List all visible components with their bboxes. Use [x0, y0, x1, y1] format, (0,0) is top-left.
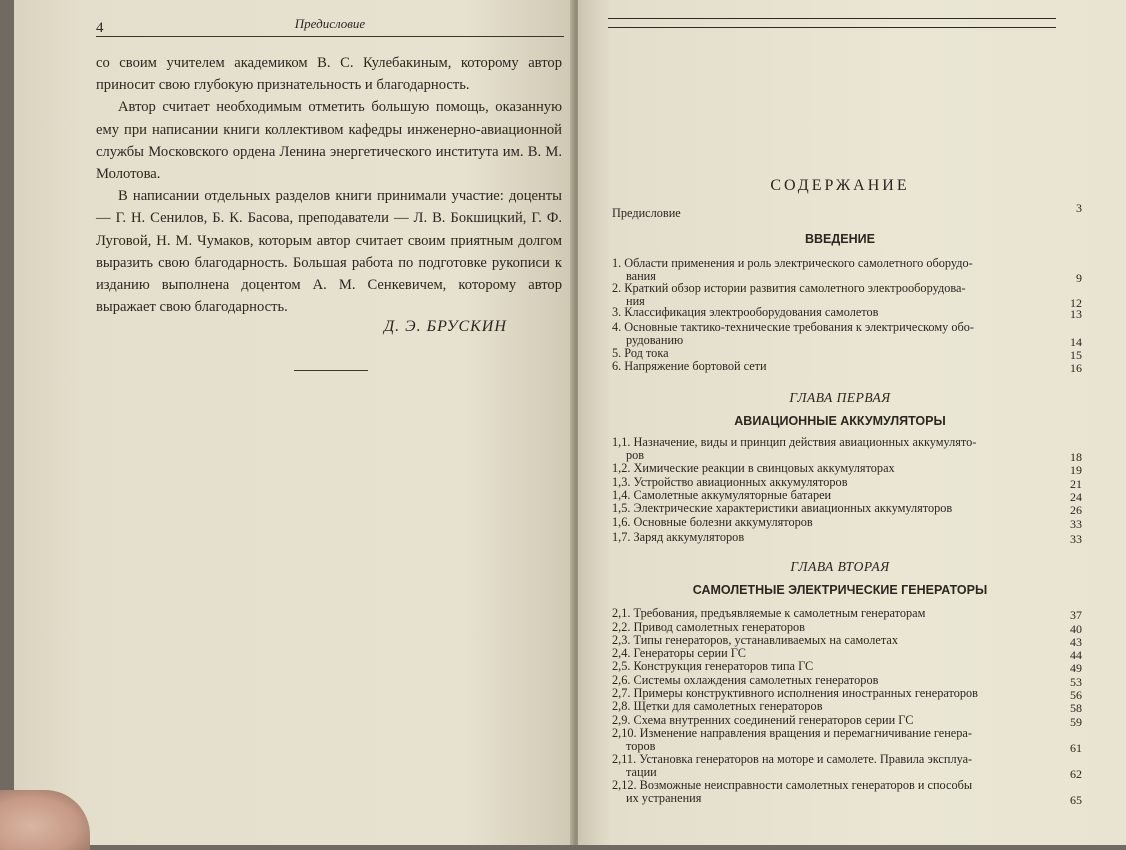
toc-page-number: 49: [1070, 661, 1082, 675]
left-page: [14, 0, 574, 845]
toc-page-number: 3: [1076, 201, 1082, 215]
toc-entry: [612, 687, 1032, 700]
toc-page-number: 44: [1070, 648, 1082, 662]
running-head-title: Предисловие: [294, 16, 366, 31]
paragraph: Автор считает необходимым отметить большую помощь, оказанную ему при написании книги коллективом кафедры инженерно-авиационной службы Московского ордена Ленина энергетического института им. В. М. Молотова.: [96, 99, 562, 183]
toc-page-number: 53: [1070, 675, 1082, 689]
toc-page-number: 56: [1070, 688, 1082, 702]
toc-entry: [612, 700, 1032, 713]
toc-page-number: 40: [1070, 622, 1082, 636]
toc-entry-text: 2,8. Щетки для самолетных генераторов: [612, 699, 823, 713]
toc-entry-text: 2,2. Привод самолетных генераторов: [612, 620, 805, 634]
header-rules: [608, 18, 1056, 28]
toc-page-number: 59: [1070, 715, 1082, 729]
toc-entry-text: 2. Краткий обзор истории развития самолетного электрооборудова-: [612, 281, 966, 295]
toc-entry: [612, 779, 1032, 805]
toc-page-number: 24: [1070, 490, 1082, 504]
toc-entry-text: 2,5. Конструкция генераторов типа ГС: [612, 659, 814, 673]
toc-entry-text: ния: [626, 293, 645, 308]
toc-title: СОДЕРЖАНИЕ: [770, 177, 910, 194]
toc-entry: [612, 257, 1032, 283]
toc-page-number: 18: [1070, 449, 1082, 464]
toc-entry-text: 1,5. Электрические характеристики авиационных аккумуляторов: [612, 501, 953, 515]
toc-entry-text: 1,4. Самолетные аккумуляторные батареи: [612, 488, 832, 502]
running-head: [96, 14, 564, 37]
toc-entry: [612, 436, 1032, 462]
toc-entry-text: тации: [626, 764, 657, 779]
divider: [294, 370, 368, 371]
toc-entry-text: 2,3. Типы генераторов, устанавливаемых на самолетах: [612, 633, 898, 647]
toc-page-number: 62: [1070, 767, 1082, 781]
toc-page-number: 58: [1070, 701, 1082, 715]
toc-entry-text: 1,3. Устройство авиационных аккумуляторов: [612, 475, 848, 489]
chapter-label: ГЛАВА ВТОРАЯ: [790, 559, 890, 574]
toc-entry: [612, 516, 1032, 529]
toc-page-number: 19: [1070, 463, 1082, 477]
toc-entry: [612, 674, 1032, 687]
preface-text: [96, 52, 562, 318]
toc-entry-text: 2,4. Генераторы серии ГС: [612, 646, 746, 660]
toc-entry: [612, 347, 1032, 360]
toc-entry: [612, 607, 1032, 620]
toc-entry: [612, 714, 1032, 727]
chapter-heading: АВИАЦИОННЫЕ АККУМУЛЯТОРЫ: [734, 414, 946, 428]
toc-entry: [612, 660, 1032, 673]
toc-entry-text: 1,7. Заряд аккумуляторов: [612, 530, 745, 544]
toc-entry-text: 1,6. Основные болезни аккумуляторов: [612, 515, 813, 529]
toc-entry: [612, 321, 1032, 347]
toc-page-number: 9: [1076, 270, 1082, 285]
toc-page-number: 13: [1070, 307, 1082, 321]
toc-entry-text: 2,12. Возможные неисправности самолетных генераторов и способы: [612, 778, 973, 792]
toc-entry-text: торов: [626, 738, 656, 753]
page-number: 4: [96, 20, 104, 36]
toc-entry-text: рудованию: [626, 332, 684, 347]
toc-entry-text: 3. Классификация электрооборудования самолетов: [612, 305, 879, 319]
section-heading: ВВЕДЕНИЕ: [805, 232, 875, 246]
toc-entry-text: вания: [626, 268, 656, 283]
toc-entry-text: 2,11. Установка генераторов на моторе и самолете. Правила эксплуа-: [612, 752, 973, 766]
toc-entry: [612, 476, 1032, 489]
toc-page-number: 37: [1070, 608, 1082, 622]
toc-page-number: 21: [1070, 477, 1082, 491]
toc-entry: [612, 647, 1032, 660]
toc-page-number: 12: [1070, 295, 1082, 310]
paragraph: В написании отдельных разделов книги принимали участие: доценты — Г. Н. Сенилов, Б. К. Басова, преподаватели — Л. В. Бокшицкий, Г. Ф. Луговой, Н. М. Чумаков, которым автор считает своим приятным долгом выразить свою благодарность. Большая работа по подготовке рукописи к изданию выполнена доцентом А. М. Сенкевичем, которому автор выражает свою благодарность.: [96, 188, 562, 316]
toc-entry-text: 2,6. Системы охлаждения самолетных генераторов: [612, 673, 879, 687]
toc-entry: [612, 621, 1032, 634]
toc-entry-text: их устранения: [626, 790, 702, 805]
toc-page-number: 33: [1070, 517, 1082, 531]
toc-entry: [612, 360, 1032, 373]
toc-entry-text: 2,1. Требования, предъявляемые к самолетным генераторам: [612, 606, 926, 620]
toc-entry-text: 2,7. Примеры конструктивного исполнения иностранных генераторов: [612, 686, 978, 700]
toc-page-number: 14: [1070, 334, 1082, 349]
toc-entry-text: 4. Основные тактико-технические требования к электрическому обо-: [612, 320, 974, 334]
toc-entry-text: Предисловие: [612, 206, 681, 220]
toc-entry-text: ров: [626, 447, 645, 462]
toc-entry-text: 2,10. Изменение направления вращения и перемагничивание генера-: [612, 726, 972, 740]
toc-entry: [612, 634, 1032, 647]
toc-entry: [612, 727, 1032, 753]
toc-entry: [612, 753, 1032, 779]
author-signature: Д. Э. БРУСКИН: [384, 318, 507, 335]
toc-page-number: 65: [1070, 793, 1082, 807]
toc-entry: [612, 306, 1032, 319]
toc-entry: [612, 531, 1032, 544]
toc-page-number: 43: [1070, 635, 1082, 649]
toc-entry-text: 1,1. Назначение, виды и принцип действия авиационных аккумулято-: [612, 435, 977, 449]
toc-entry: [612, 489, 1032, 502]
right-page: [578, 0, 1126, 845]
toc-page-number: 16: [1070, 361, 1082, 375]
toc-entry: [612, 502, 1032, 515]
toc-entry-text: 5. Род тока: [612, 346, 669, 360]
toc-entry: [612, 462, 1032, 475]
toc-entry-text: 2,9. Схема внутренних соединений генераторов серии ГС: [612, 713, 914, 727]
chapter-heading: САМОЛЕТНЫЕ ЭЛЕКТРИЧЕСКИЕ ГЕНЕРАТОРЫ: [692, 583, 988, 597]
toc-entry: [612, 282, 1032, 308]
toc-page-number: 15: [1070, 348, 1082, 362]
toc-entry-text: 1. Области применения и роль электрического самолетного оборудо-: [612, 256, 973, 270]
toc-page-number: 61: [1070, 741, 1082, 755]
toc-entry-text: 1,2. Химические реакции в свинцовых аккумуляторах: [612, 461, 895, 475]
paragraph: со своим учителем академиком В. С. Кулебакиным, которому автор приносит свою глубокую признательность и благодарность.: [96, 55, 562, 94]
toc-entry-text: 6. Напряжение бортовой сети: [612, 359, 767, 373]
toc-page-number: 26: [1070, 503, 1082, 517]
chapter-label: ГЛАВА ПЕРВАЯ: [789, 390, 891, 405]
toc-page-number: 33: [1070, 532, 1082, 546]
